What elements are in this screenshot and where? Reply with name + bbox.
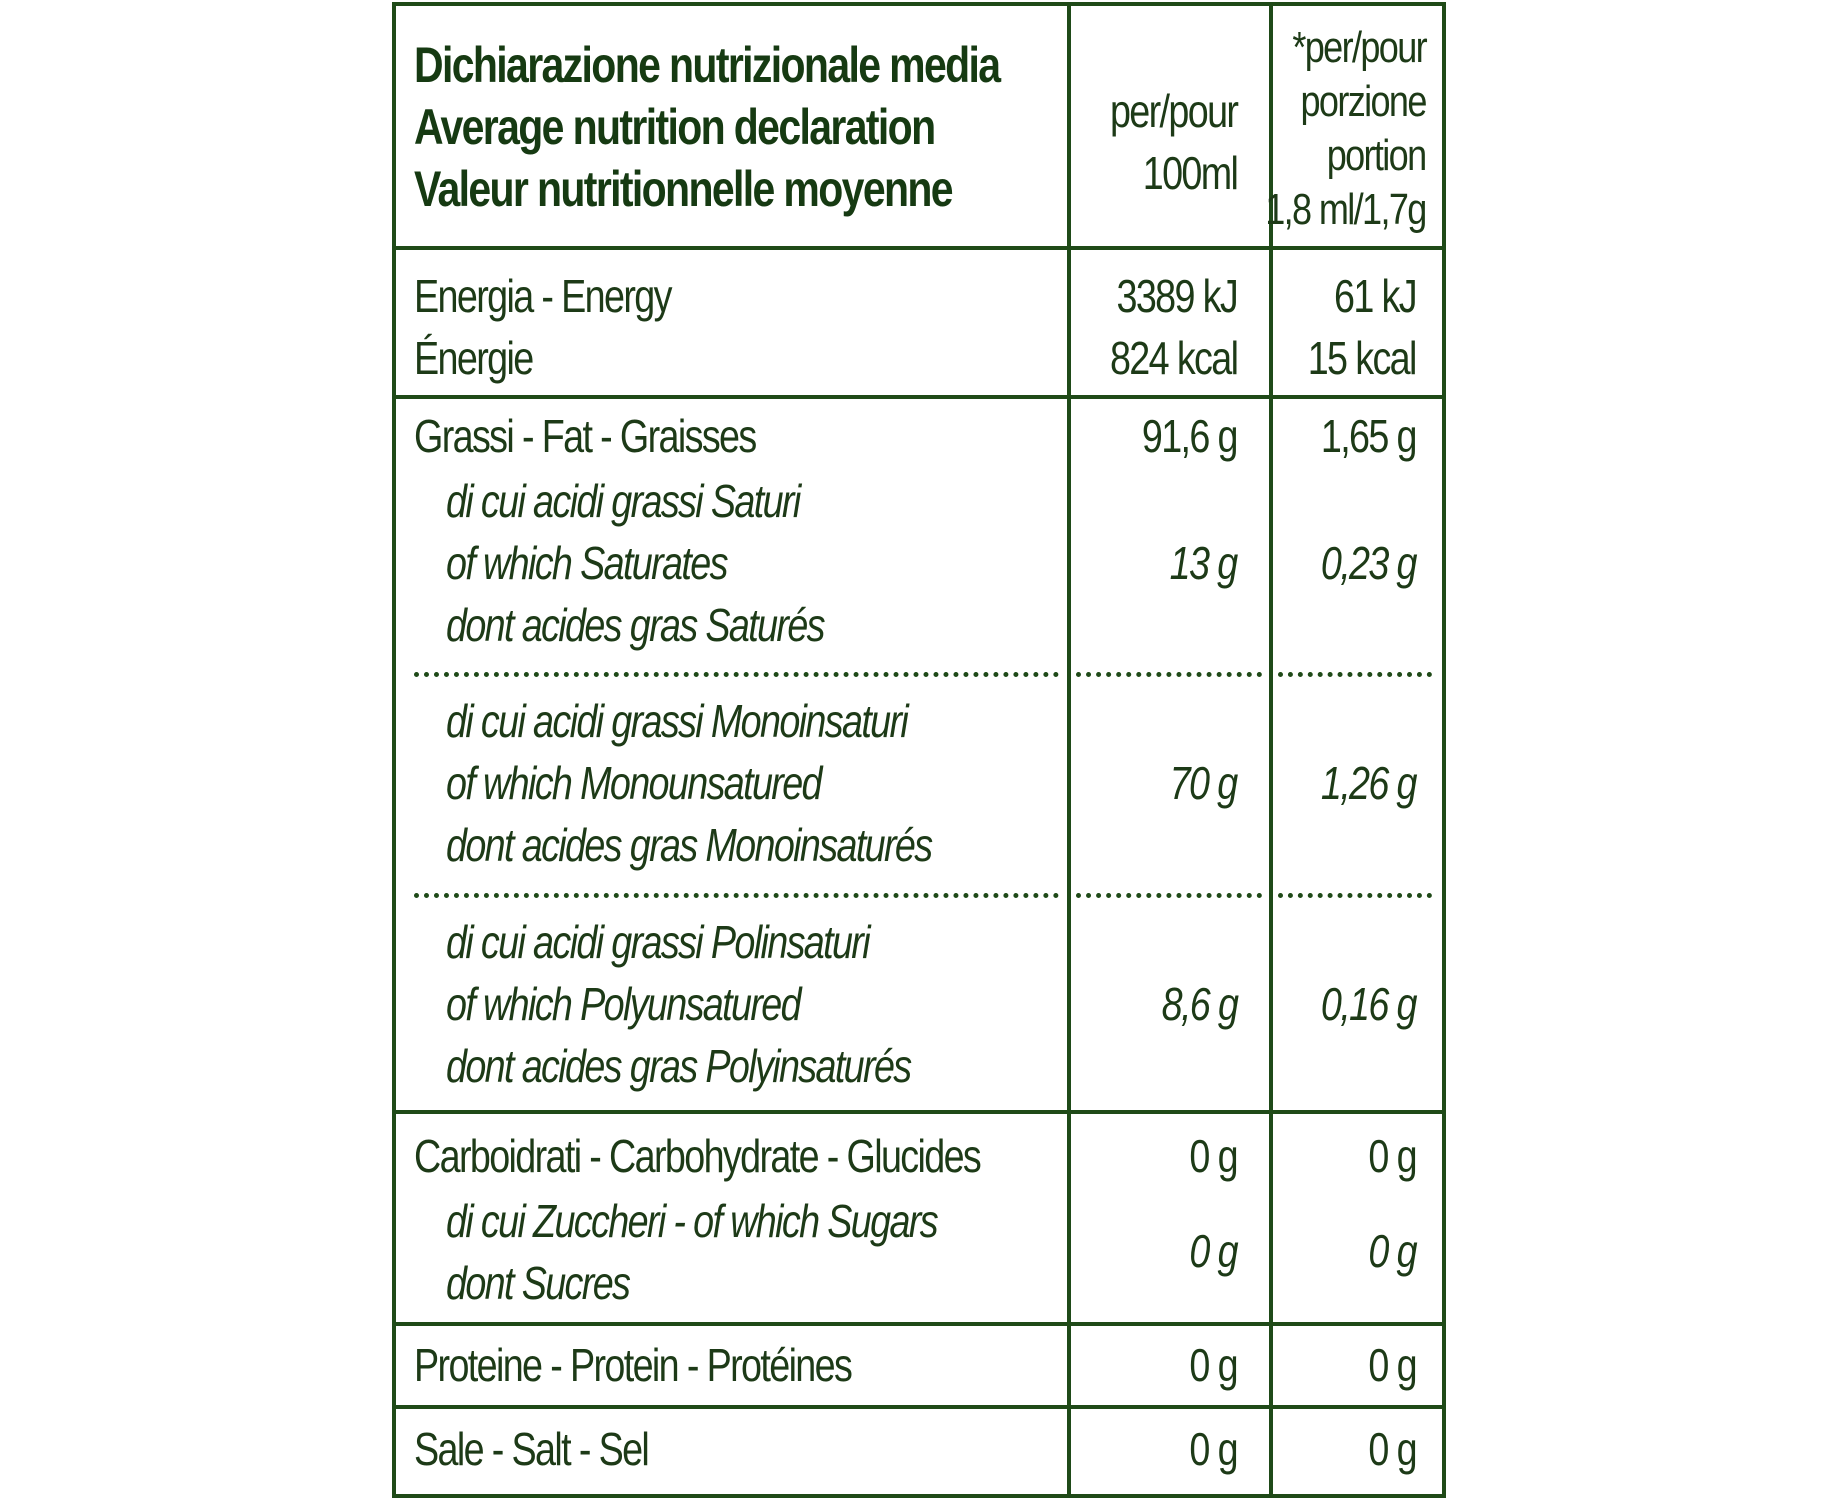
- divider-energy: [392, 395, 1446, 399]
- header-portion-line3: portion: [1327, 131, 1426, 180]
- fat-per100: 91,6 g: [1141, 410, 1237, 462]
- saturates-label-en: of which Saturates: [446, 537, 727, 589]
- header-per100-line1: per/pour: [1109, 85, 1237, 137]
- salt-label: Sale - Salt - Sel: [414, 1423, 649, 1475]
- sugars-label-line1: di cui Zuccheri - of which Sugars: [446, 1195, 937, 1247]
- energy-per100-kcal: 824 kcal: [1109, 332, 1237, 384]
- dotted-divider-saturates-a: [414, 672, 1059, 677]
- dotted-divider-mono-c: [1278, 893, 1432, 898]
- poly-per100: 8,6 g: [1161, 978, 1237, 1030]
- saturates-per100: 13 g: [1170, 537, 1237, 589]
- saturates-portion: 0,23 g: [1320, 537, 1416, 589]
- protein-portion: 0 g: [1368, 1339, 1416, 1391]
- energy-portion-kcal: 15 kcal: [1307, 332, 1416, 384]
- carbohydrate-label: Carboidrati - Carbohydrate - Glucides: [414, 1130, 981, 1182]
- sugars-portion: 0 g: [1368, 1225, 1416, 1277]
- salt-per100: 0 g: [1189, 1423, 1237, 1475]
- poly-label-en: of which Polyunsatured: [446, 978, 800, 1030]
- header-portion-line4: 1,8 ml/1,7g: [1265, 185, 1426, 234]
- header-per100-line2: 100ml: [1142, 147, 1237, 199]
- divider-protein: [392, 1405, 1446, 1409]
- saturates-label-fr: dont acides gras Saturés: [446, 599, 824, 651]
- fat-portion: 1,65 g: [1320, 410, 1416, 462]
- header-portion-line2: porzione: [1300, 77, 1426, 126]
- protein-label: Proteine - Protein - Protéines: [414, 1339, 852, 1391]
- saturates-label-it: di cui acidi grassi Saturi: [446, 475, 800, 527]
- sugars-per100: 0 g: [1189, 1225, 1237, 1277]
- dotted-divider-mono-b: [1076, 893, 1262, 898]
- energy-label-line1: Energia - Energy: [414, 270, 671, 322]
- mono-label-en: of which Monounsatured: [446, 757, 821, 809]
- mono-portion: 1,26 g: [1320, 757, 1416, 809]
- dotted-divider-saturates-c: [1278, 672, 1432, 677]
- protein-per100: 0 g: [1189, 1339, 1237, 1391]
- header-title-en: Average nutrition declaration: [414, 99, 935, 155]
- fat-label: Grassi - Fat - Graisses: [414, 410, 756, 462]
- carbohydrate-portion: 0 g: [1368, 1130, 1416, 1182]
- divider-header: [392, 246, 1446, 250]
- poly-label-fr: dont acides gras Polyinsaturés: [446, 1040, 911, 1092]
- carbohydrate-per100: 0 g: [1189, 1130, 1237, 1182]
- header-title-fr: Valeur nutritionnelle moyenne: [414, 161, 952, 217]
- mono-label-fr: dont acides gras Monoinsaturés: [446, 819, 932, 871]
- header-portion-line1: *per/pour: [1292, 23, 1426, 72]
- energy-per100-kj: 3389 kJ: [1116, 270, 1237, 322]
- poly-label-it: di cui acidi grassi Polinsaturi: [446, 916, 869, 968]
- column-divider-1: [1067, 2, 1071, 1498]
- sugars-label-line2: dont Sucres: [446, 1257, 630, 1309]
- divider-carbohydrate: [392, 1322, 1446, 1326]
- dotted-divider-mono-a: [414, 893, 1059, 898]
- dotted-divider-saturates-b: [1076, 672, 1262, 677]
- mono-per100: 70 g: [1170, 757, 1237, 809]
- energy-label-line2: Énergie: [414, 332, 533, 384]
- poly-portion: 0,16 g: [1320, 978, 1416, 1030]
- header-title-it: Dichiarazione nutrizionale media: [414, 37, 1000, 93]
- salt-portion: 0 g: [1368, 1423, 1416, 1475]
- energy-portion-kj: 61 kJ: [1334, 270, 1416, 322]
- mono-label-it: di cui acidi grassi Monoinsaturi: [446, 695, 908, 747]
- divider-fat: [392, 1110, 1446, 1114]
